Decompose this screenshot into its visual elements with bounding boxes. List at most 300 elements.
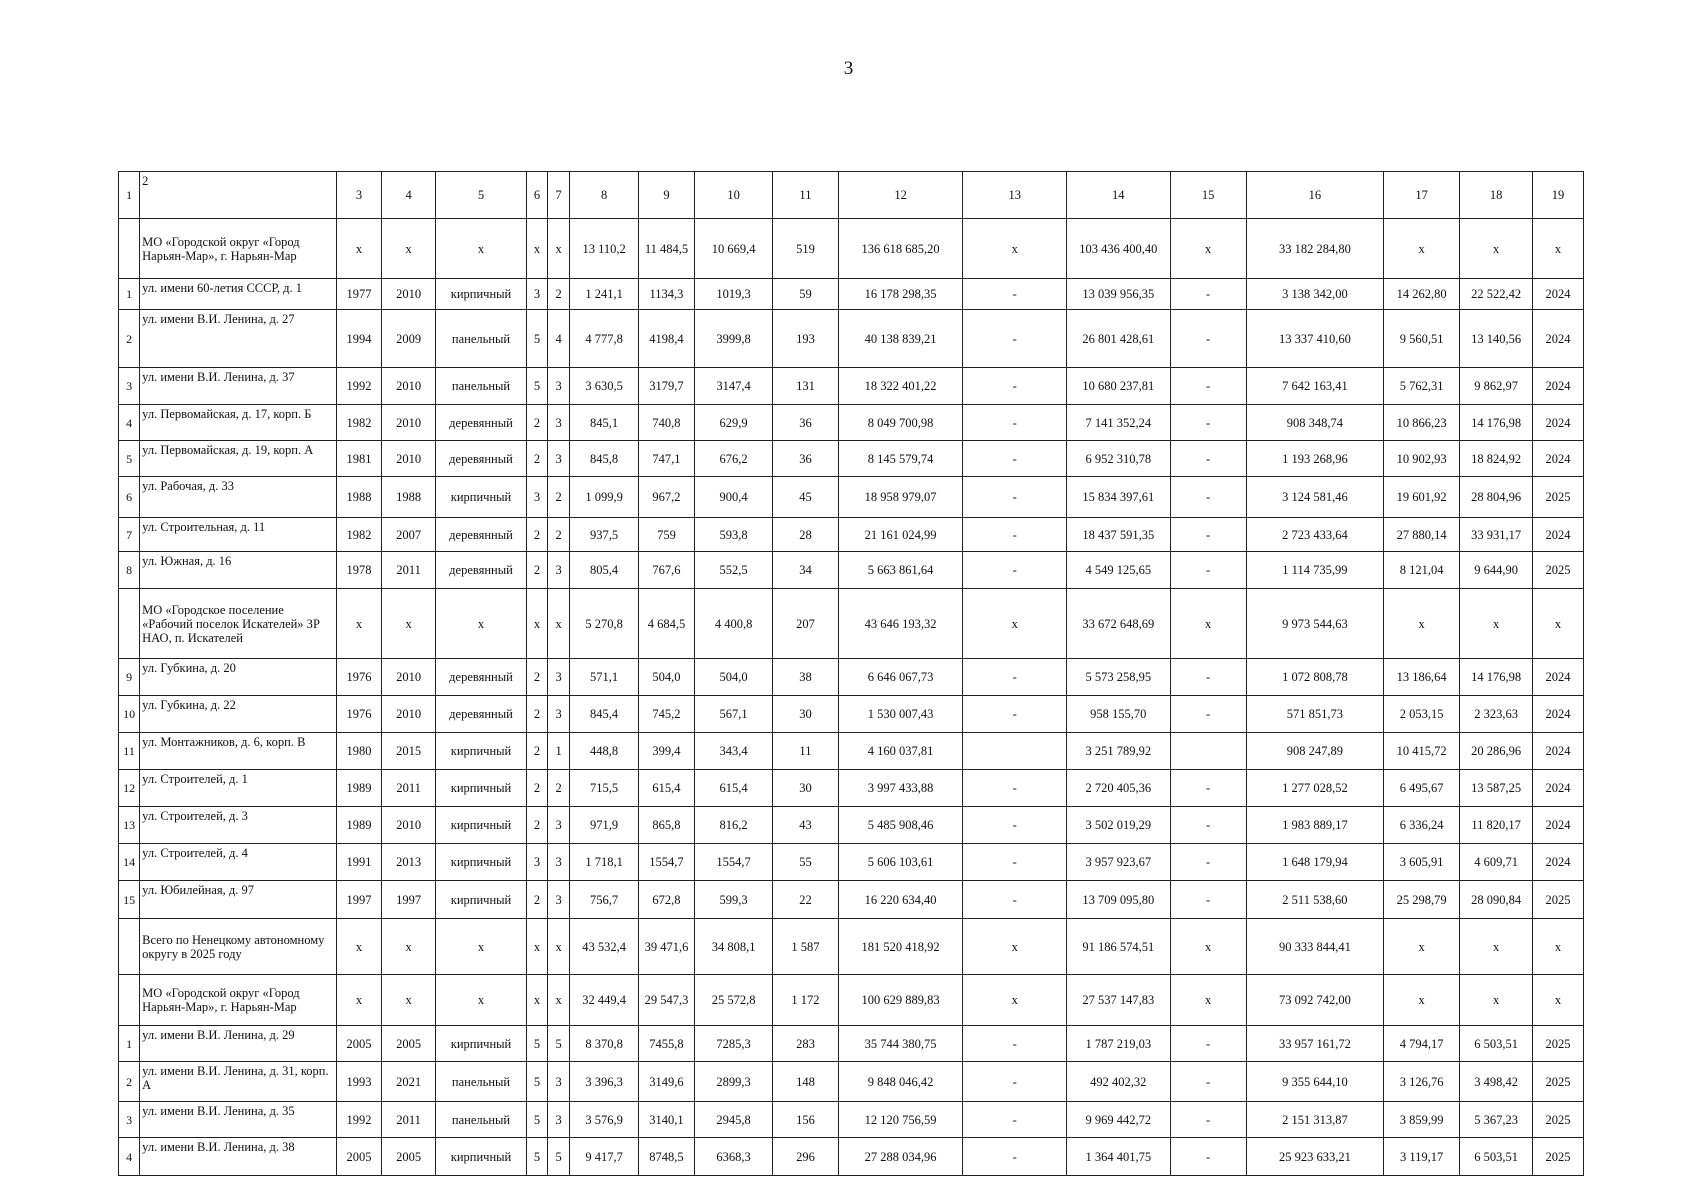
table-cell: 59 [773, 279, 839, 310]
table-cell: 6 503,51 [1460, 1138, 1533, 1176]
table-cell: 13 186,64 [1384, 659, 1460, 696]
table-cell: 103 436 400,40 [1067, 219, 1171, 279]
table-cell: 4 794,17 [1384, 1026, 1460, 1062]
row-number-cell: 3 [119, 1102, 140, 1138]
table-cell: 504,0 [638, 659, 694, 696]
table-cell: - [1170, 477, 1246, 518]
table-cell: 5 270,8 [570, 589, 639, 659]
table-cell: х [1460, 975, 1533, 1026]
table-cell: деревянный [436, 518, 527, 552]
table-cell: 1976 [336, 659, 381, 696]
row-number-cell: 9 [119, 659, 140, 696]
table-cell: х [963, 589, 1067, 659]
table-cell: - [1170, 279, 1246, 310]
table-cell: 1 072 808,78 [1246, 659, 1383, 696]
table-cell: 33 957 161,72 [1246, 1026, 1383, 1062]
table-cell: 2010 [382, 405, 436, 441]
table-cell: 1976 [336, 696, 381, 733]
table-cell: 18 322 401,22 [838, 368, 963, 405]
table-cell: 5 485 908,46 [838, 807, 963, 844]
address-cell: МО «Городской округ «Город Нарьян-Мар», г. Нарьян-Мар [140, 219, 337, 279]
table-cell: 27 288 034,96 [838, 1138, 963, 1176]
table-cell: 6 952 310,78 [1067, 441, 1171, 477]
table-cell: 900,4 [694, 477, 772, 518]
table-cell: 971,9 [570, 807, 639, 844]
table-cell: 10 866,23 [1384, 405, 1460, 441]
table-cell: х [1170, 919, 1246, 975]
table-cell: деревянный [436, 696, 527, 733]
table-row [119, 881, 1584, 919]
table-row [119, 659, 1584, 696]
table-cell: 2025 [1533, 1138, 1584, 1176]
table-cell: кирпичный [436, 881, 527, 919]
table-cell: 676,2 [694, 441, 772, 477]
table-cell: 3 119,17 [1384, 1138, 1460, 1176]
column-header: 13 [963, 172, 1067, 219]
table-cell: 55 [773, 844, 839, 881]
table-cell: 1989 [336, 770, 381, 807]
table-cell: 3 [548, 696, 570, 733]
table-cell: 1 172 [773, 975, 839, 1026]
table-cell: 1019,3 [694, 279, 772, 310]
table-cell: - [963, 844, 1067, 881]
table-cell: 1 364 401,75 [1067, 1138, 1171, 1176]
table-cell: 3 [548, 368, 570, 405]
table-cell: 14 176,98 [1460, 659, 1533, 696]
table-cell: 2010 [382, 279, 436, 310]
table-cell: 8748,5 [638, 1138, 694, 1176]
table-cell: х [548, 975, 570, 1026]
table-cell: 9 644,90 [1460, 552, 1533, 589]
table-cell: 2025 [1533, 1102, 1584, 1138]
table-row [119, 696, 1584, 733]
table-cell: деревянный [436, 552, 527, 589]
table-row [119, 733, 1584, 770]
table-cell: - [963, 368, 1067, 405]
table-cell: - [963, 518, 1067, 552]
table-cell: 1978 [336, 552, 381, 589]
table-cell: 27 537 147,83 [1067, 975, 1171, 1026]
table-cell: 5 [526, 1062, 547, 1102]
table-cell: - [1170, 1026, 1246, 1062]
table-cell: х [526, 219, 547, 279]
address-cell: ул. имени В.И. Ленина, д. 38 [140, 1138, 337, 1176]
table-cell: 38 [773, 659, 839, 696]
table-cell: 4198,4 [638, 310, 694, 368]
table-row [119, 552, 1584, 589]
column-header: 12 [838, 172, 963, 219]
table-cell: 615,4 [638, 770, 694, 807]
table-row [119, 441, 1584, 477]
table-cell: 10 680 237,81 [1067, 368, 1171, 405]
row-number-cell: 2 [119, 1062, 140, 1102]
table-cell: - [1170, 807, 1246, 844]
table-cell: 3 [548, 659, 570, 696]
table-cell: 4 549 125,65 [1067, 552, 1171, 589]
table-cell: 767,6 [638, 552, 694, 589]
table-cell: 32 449,4 [570, 975, 639, 1026]
table-cell: 2005 [336, 1026, 381, 1062]
table-cell: х [382, 589, 436, 659]
row-number-cell: 12 [119, 770, 140, 807]
address-cell: ул. имени В.И. Ленина, д. 31, корп. А [140, 1062, 337, 1102]
table-cell: 2 [526, 659, 547, 696]
table-cell: - [963, 441, 1067, 477]
table-cell: 2 [548, 477, 570, 518]
table-cell: 33 182 284,80 [1246, 219, 1383, 279]
table-cell: 2 [548, 518, 570, 552]
table-cell: 19 601,92 [1384, 477, 1460, 518]
table-cell: 1 [548, 733, 570, 770]
table-cell: 745,2 [638, 696, 694, 733]
table-cell: - [1170, 659, 1246, 696]
column-header: 19 [1533, 172, 1584, 219]
table-cell: 2024 [1533, 844, 1584, 881]
table-cell: 1554,7 [694, 844, 772, 881]
table-cell: х [1533, 975, 1584, 1026]
table-cell: 9 862,97 [1460, 368, 1533, 405]
table-cell: 4 [548, 310, 570, 368]
table-row [119, 770, 1584, 807]
table-cell: - [1170, 696, 1246, 733]
address-cell: ул. имени В.И. Ленина, д. 35 [140, 1102, 337, 1138]
address-cell: ул. Строителей, д. 3 [140, 807, 337, 844]
table-cell: 3 396,3 [570, 1062, 639, 1102]
table-cell: 13 140,56 [1460, 310, 1533, 368]
row-number-cell: 4 [119, 405, 140, 441]
table-cell: 2015 [382, 733, 436, 770]
table-cell: 1 718,1 [570, 844, 639, 881]
table-cell: 3 138 342,00 [1246, 279, 1383, 310]
row-number-cell: 10 [119, 696, 140, 733]
table-cell: 131 [773, 368, 839, 405]
table-row [119, 1138, 1584, 1176]
table-cell: 21 161 024,99 [838, 518, 963, 552]
table-cell: 2025 [1533, 881, 1584, 919]
table-cell: 30 [773, 770, 839, 807]
table-cell: х [336, 919, 381, 975]
header-row [119, 172, 1584, 219]
table-cell: 2024 [1533, 696, 1584, 733]
table-cell: 2010 [382, 696, 436, 733]
table-cell: 4 160 037,81 [838, 733, 963, 770]
table-cell: х [436, 975, 527, 1026]
table-cell: - [1170, 518, 1246, 552]
table-cell: - [963, 405, 1067, 441]
table-cell: 3 124 581,46 [1246, 477, 1383, 518]
table-cell: 2 [548, 279, 570, 310]
table-cell: 5 [548, 1138, 570, 1176]
table-row [119, 807, 1584, 844]
table-cell: 5 573 258,95 [1067, 659, 1171, 696]
table-cell: 492 402,32 [1067, 1062, 1171, 1102]
table-cell: - [963, 807, 1067, 844]
table-cell: 13 587,25 [1460, 770, 1533, 807]
table-row [119, 477, 1584, 518]
table-cell: 2024 [1533, 368, 1584, 405]
table-cell: 43 [773, 807, 839, 844]
table-cell: 1 530 007,43 [838, 696, 963, 733]
table-cell: 16 178 298,35 [838, 279, 963, 310]
table-cell: 2010 [382, 659, 436, 696]
table-cell: 1977 [336, 279, 381, 310]
table-cell: 3 957 923,67 [1067, 844, 1171, 881]
table-cell: 2011 [382, 552, 436, 589]
table-row [119, 1026, 1584, 1062]
column-header: 4 [382, 172, 436, 219]
table-cell: - [1170, 770, 1246, 807]
table-cell: 29 547,3 [638, 975, 694, 1026]
table-cell: 937,5 [570, 518, 639, 552]
table-cell: 3 126,76 [1384, 1062, 1460, 1102]
table-cell: 571,1 [570, 659, 639, 696]
table-cell: х [1460, 219, 1533, 279]
table-cell: 2 [526, 518, 547, 552]
table-cell: 30 [773, 696, 839, 733]
table-cell: 2025 [1533, 477, 1584, 518]
table-cell: 2009 [382, 310, 436, 368]
table-cell: 1 114 735,99 [1246, 552, 1383, 589]
table-cell: х [963, 975, 1067, 1026]
table-cell: 399,4 [638, 733, 694, 770]
table-cell: 90 333 844,41 [1246, 919, 1383, 975]
table-cell: 5 367,23 [1460, 1102, 1533, 1138]
table-cell: деревянный [436, 659, 527, 696]
table-cell: - [963, 1026, 1067, 1062]
table-cell: 7 642 163,41 [1246, 368, 1383, 405]
column-header: 8 [570, 172, 639, 219]
table-cell: 18 824,92 [1460, 441, 1533, 477]
table-cell: 33 672 648,69 [1067, 589, 1171, 659]
table-cell: 36 [773, 441, 839, 477]
table-cell: 1980 [336, 733, 381, 770]
table-cell: 2010 [382, 441, 436, 477]
table-cell: деревянный [436, 405, 527, 441]
table-cell: 28 804,96 [1460, 477, 1533, 518]
table-cell: 3 [548, 405, 570, 441]
table-cell: 16 220 634,40 [838, 881, 963, 919]
table-cell: 2024 [1533, 279, 1584, 310]
table-cell: 2010 [382, 368, 436, 405]
table-cell: 3147,4 [694, 368, 772, 405]
table-cell: 2005 [382, 1138, 436, 1176]
row-number-cell [119, 589, 140, 659]
table-cell: 593,8 [694, 518, 772, 552]
table-cell: - [963, 1102, 1067, 1138]
table-row [119, 1102, 1584, 1138]
table-cell: 759 [638, 518, 694, 552]
table-cell: 2007 [382, 518, 436, 552]
table-cell: х [963, 219, 1067, 279]
table-cell: - [963, 279, 1067, 310]
column-header: 6 [526, 172, 547, 219]
table-cell: 13 110,2 [570, 219, 639, 279]
table-cell: 2010 [382, 807, 436, 844]
column-header: 5 [436, 172, 527, 219]
table-cell: кирпичный [436, 733, 527, 770]
table-cell: 629,9 [694, 405, 772, 441]
row-number-cell: 13 [119, 807, 140, 844]
address-cell: ул. Строителей, д. 1 [140, 770, 337, 807]
table-cell: х [1460, 919, 1533, 975]
column-header: 16 [1246, 172, 1383, 219]
address-cell: ул. Первомайская, д. 17, корп. Б [140, 405, 337, 441]
table-cell: - [963, 881, 1067, 919]
table-cell: 10 415,72 [1384, 733, 1460, 770]
table-cell: 7 141 352,24 [1067, 405, 1171, 441]
table-cell: - [1170, 1138, 1246, 1176]
table-cell: 5 663 861,64 [838, 552, 963, 589]
table-cell: деревянный [436, 441, 527, 477]
table-cell: 100 629 889,83 [838, 975, 963, 1026]
table-cell: 11 [773, 733, 839, 770]
table-cell: х [1460, 589, 1533, 659]
table-cell: 3 [548, 441, 570, 477]
table-cell: х [1170, 589, 1246, 659]
table-cell: 27 880,14 [1384, 518, 1460, 552]
table-cell: 2024 [1533, 441, 1584, 477]
table-cell: 615,4 [694, 770, 772, 807]
table-cell: 2 511 538,60 [1246, 881, 1383, 919]
table-cell: 1989 [336, 807, 381, 844]
table-cell: 4 400,8 [694, 589, 772, 659]
row-number-cell: 4 [119, 1138, 140, 1176]
row-number-cell: 7 [119, 518, 140, 552]
table-cell: 3 [548, 1062, 570, 1102]
table-cell: 5 [548, 1026, 570, 1062]
table-cell: 40 138 839,21 [838, 310, 963, 368]
table-row [119, 518, 1584, 552]
table-cell: 8 049 700,98 [838, 405, 963, 441]
table-cell: х [1170, 975, 1246, 1026]
table-cell: 20 286,96 [1460, 733, 1533, 770]
table-cell: - [963, 1062, 1067, 1102]
table-cell: 43 646 193,32 [838, 589, 963, 659]
table-cell: - [1170, 1062, 1246, 1102]
table-cell: х [382, 975, 436, 1026]
table-cell: 207 [773, 589, 839, 659]
column-header: 3 [336, 172, 381, 219]
table-cell: панельный [436, 368, 527, 405]
table-cell: 845,1 [570, 405, 639, 441]
table-cell: 11 820,17 [1460, 807, 1533, 844]
table-cell: х [336, 975, 381, 1026]
table-cell: х [336, 589, 381, 659]
table-cell: 43 532,4 [570, 919, 639, 975]
table-cell: х [336, 219, 381, 279]
table-cell: 2025 [1533, 1026, 1584, 1062]
table-cell: 343,4 [694, 733, 772, 770]
table-cell: 756,7 [570, 881, 639, 919]
table-cell: - [963, 477, 1067, 518]
table-cell: 3 576,9 [570, 1102, 639, 1138]
table-cell: 8 145 579,74 [838, 441, 963, 477]
table-cell: 1991 [336, 844, 381, 881]
table-cell: 283 [773, 1026, 839, 1062]
table-cell: - [1170, 1102, 1246, 1138]
column-header: 9 [638, 172, 694, 219]
table-cell: 181 520 418,92 [838, 919, 963, 975]
table-cell: 3 502 019,29 [1067, 807, 1171, 844]
table-cell: 865,8 [638, 807, 694, 844]
column-header: 11 [773, 172, 839, 219]
row-number-cell [119, 975, 140, 1026]
table-cell: 26 801 428,61 [1067, 310, 1171, 368]
table-cell: панельный [436, 1062, 527, 1102]
table-cell: 504,0 [694, 659, 772, 696]
address-cell: ул. Рабочая, д. 33 [140, 477, 337, 518]
table-cell: 9 973 544,63 [1246, 589, 1383, 659]
table-cell: 3140,1 [638, 1102, 694, 1138]
table-cell: 1993 [336, 1062, 381, 1102]
table-cell: 2 151 313,87 [1246, 1102, 1383, 1138]
address-cell: ул. Южная, д. 16 [140, 552, 337, 589]
table-cell: 10 669,4 [694, 219, 772, 279]
table-cell: 6 336,24 [1384, 807, 1460, 844]
table-cell: 3 605,91 [1384, 844, 1460, 881]
table-cell: 2005 [382, 1026, 436, 1062]
table-cell: кирпичный [436, 279, 527, 310]
table-cell: 5 [526, 1102, 547, 1138]
table-cell: х [548, 219, 570, 279]
table-cell: 3 [548, 552, 570, 589]
column-header: 15 [1170, 172, 1246, 219]
address-cell: ул. Юбилейная, д. 97 [140, 881, 337, 919]
table-cell: 3 [526, 279, 547, 310]
address-cell: ул. имени В.И. Ленина, д. 29 [140, 1026, 337, 1062]
table-cell [1170, 733, 1246, 770]
table-cell: 4 684,5 [638, 589, 694, 659]
table-cell: 967,2 [638, 477, 694, 518]
table-cell: 14 262,80 [1384, 279, 1460, 310]
table-cell: 10 902,93 [1384, 441, 1460, 477]
row-number-cell: 2 [119, 310, 140, 368]
table-cell: 2 053,15 [1384, 696, 1460, 733]
table-cell: - [1170, 881, 1246, 919]
table-cell: 13 709 095,80 [1067, 881, 1171, 919]
table-cell: 5 [526, 1138, 547, 1176]
address-cell: МО «Городское поселение «Рабочий поселок Искателей» ЗР НАО, п. Искателей [140, 589, 337, 659]
table-cell: 2024 [1533, 518, 1584, 552]
table-cell: 35 744 380,75 [838, 1026, 963, 1062]
table-cell: 2024 [1533, 733, 1584, 770]
table-cell: 18 437 591,35 [1067, 518, 1171, 552]
table-cell: 6 646 067,73 [838, 659, 963, 696]
table-cell: 1994 [336, 310, 381, 368]
table-cell: 448,8 [570, 733, 639, 770]
table-row [119, 844, 1584, 881]
table-cell: 1982 [336, 518, 381, 552]
table-cell: 5 [526, 368, 547, 405]
table-cell: 1 983 889,17 [1246, 807, 1383, 844]
table-cell: 599,3 [694, 881, 772, 919]
address-cell: Всего по Ненецкому автономному округу в 2025 году [140, 919, 337, 975]
table-cell: 845,4 [570, 696, 639, 733]
table-cell: х [436, 219, 527, 279]
table-cell: 740,8 [638, 405, 694, 441]
table-cell: х [1384, 219, 1460, 279]
table-cell: 25 298,79 [1384, 881, 1460, 919]
table-cell: 91 186 574,51 [1067, 919, 1171, 975]
table-cell: х [436, 919, 527, 975]
table-cell: 6368,3 [694, 1138, 772, 1176]
table-cell: х [1533, 219, 1584, 279]
table-cell: - [963, 770, 1067, 807]
table-cell: 136 618 685,20 [838, 219, 963, 279]
table-row [119, 1062, 1584, 1102]
table-cell: 1981 [336, 441, 381, 477]
table-cell: 25 923 633,21 [1246, 1138, 1383, 1176]
